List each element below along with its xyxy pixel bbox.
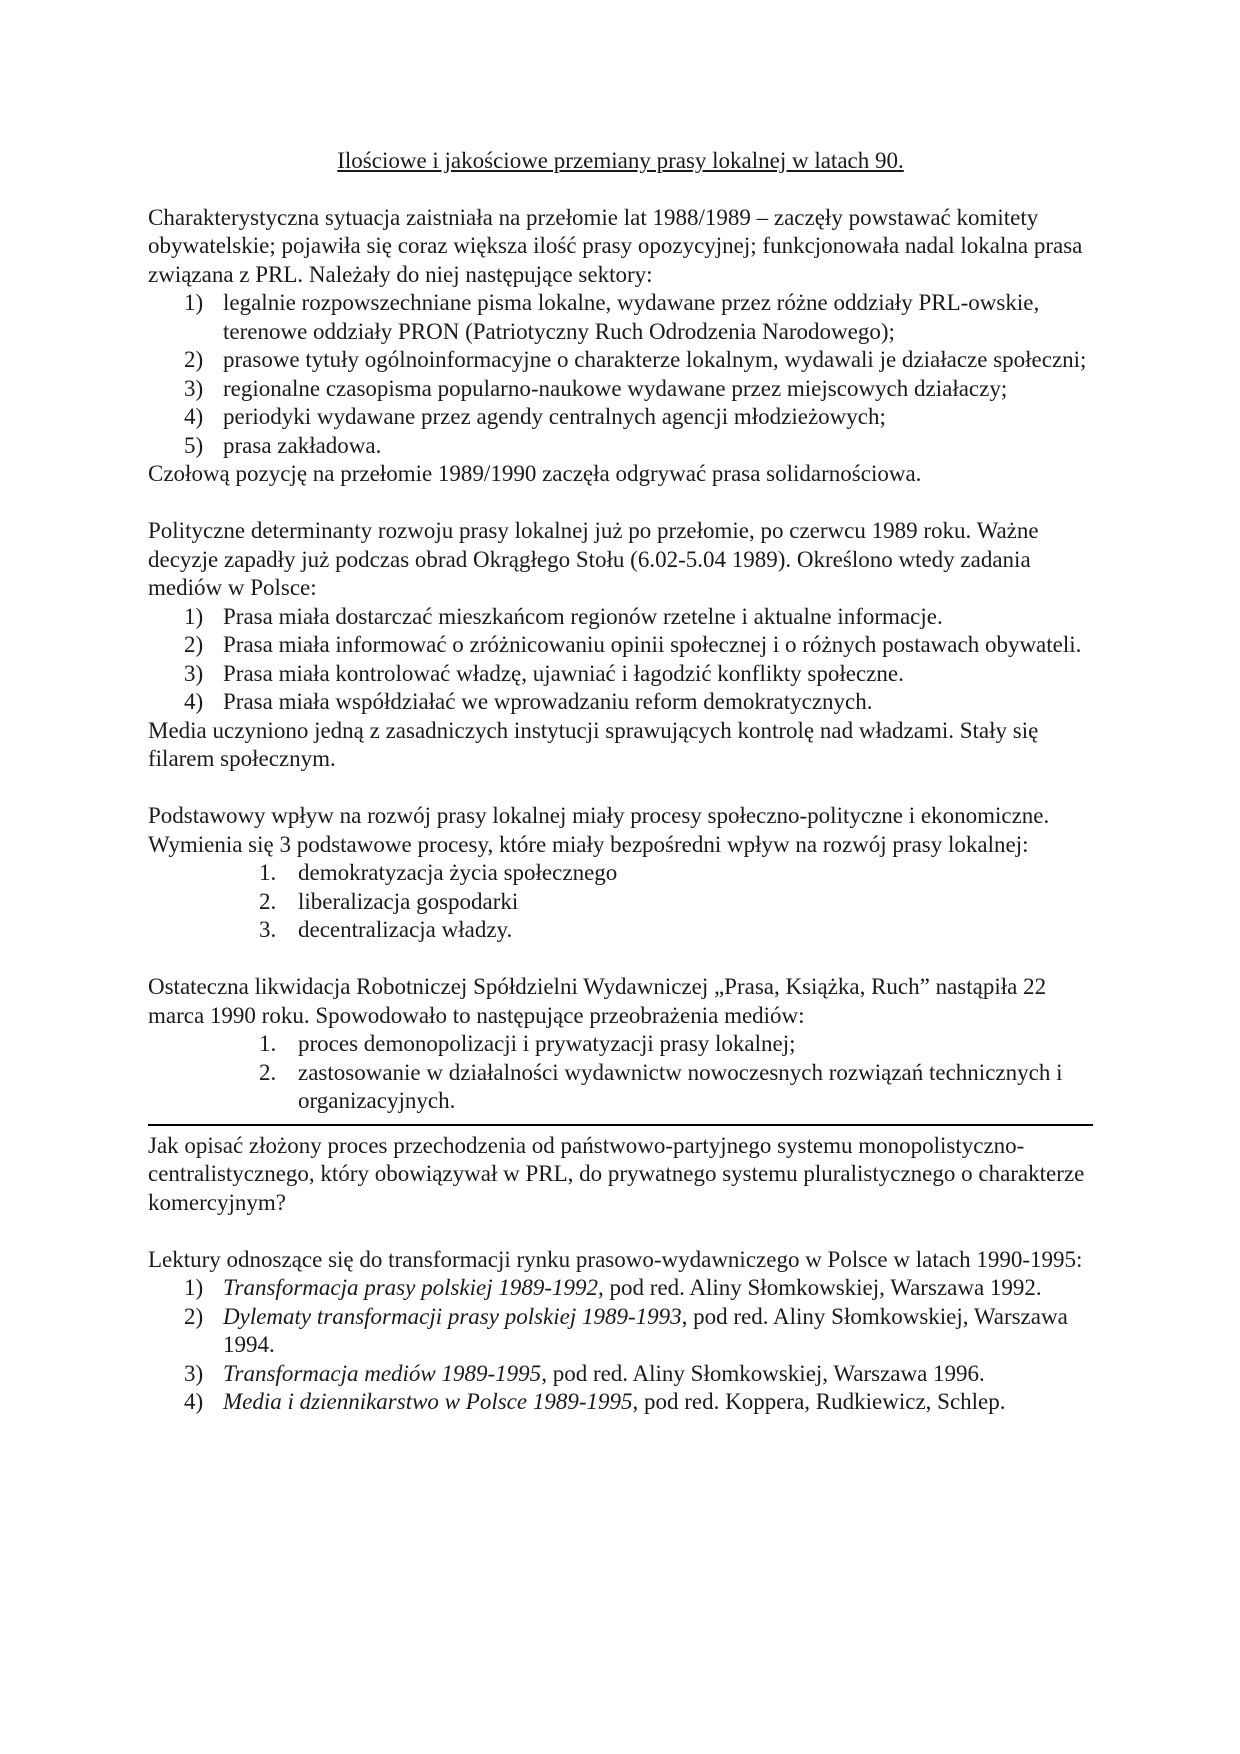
section4-intro: Ostateczna likwidacja Robotniczej Spółdzielni Wydawniczej „Prasa, Książka, Ruch” nastąpiła 22 marca 1990 roku. Spowodowało to następujące przeobrażenia mediów: — [148, 974, 1047, 1028]
section1-outro: Czołową pozycję na przełomie 1989/1990 zaczęła odgrywać prasa solidarnościowa. — [148, 461, 922, 486]
document-page — [148, 147, 1093, 1417]
list-item: 2) Dylematy transformacji prasy polskiej 1989-1993, pod red. Aliny Słomkowskiej, Warszawa 1994. — [184, 1303, 1068, 1357]
section5-question: Jak opisać złożony proces przechodzenia od państwowo-partyjnego systemu monopolistyczno-centralistycznego, który obowiązywał w PRL, do prywatnego systemu pluralistycznego o charakterze komercyjnym? — [148, 1132, 1085, 1215]
list-item: 2. liberalizacja gospodarki — [259, 888, 519, 914]
readings-list — [148, 1274, 1093, 1417]
list-item: 4) periodyki wydawane przez agendy centralnych agencji młodzieżowych; — [184, 404, 886, 429]
section2-intro: Polityczne determinanty rozwoju prasy lokalnej już po przełomie, po czerwcu 1989 roku. Ważne decyzje zapadły już podczas obrad Okrągłego Stołu (6.02-5.04 1989). Określono wtedy zadania mediów w Polsce: — [148, 518, 1039, 600]
page-title: Ilościowe i jakościowe przemiany prasy lokalnej w latach 90. — [337, 148, 904, 173]
divider — [148, 1124, 1093, 1126]
list-item: 4) Prasa miała współdziałać we wprowadzaniu reform demokratycznych. — [184, 689, 873, 714]
section4-list — [148, 1030, 1093, 1116]
book-title: Dylematy transformacji prasy polskiej 1989-1993 — [223, 1303, 682, 1329]
book-title: Transformacja mediów 1989-1995 — [223, 1360, 542, 1386]
list-item: 2. zastosowanie w działalności wydawnictw nowoczesnych rozwiązań technicznych i organizacyjnych. — [259, 1059, 1063, 1113]
section6-intro: Lektury odnoszące się do transformacji rynku prasowo-wydawniczego w Polsce w latach 1990-1995: — [148, 1246, 1083, 1272]
list-item: 1) legalnie rozpowszechniane pisma lokalne, wydawane przez różne oddziały PRL-owskie, terenowe oddziały PRON (Patriotyczny Ruch Odrodzenia Narodowego); — [184, 290, 1040, 344]
list-item: 3) Transformacja mediów 1989-1995, pod red. Aliny Słomkowskiej, Warszawa 1996. — [184, 1360, 985, 1386]
list-item: 3. decentralizacja władzy. — [259, 917, 513, 942]
section3-intro: Podstawowy wpływ na rozwój prasy lokalnej miały procesy społeczno-polityczne i ekonomiczne. Wymienia się 3 podstawowe procesy, które miały bezpośredni wpływ na rozwój prasy lokalnej: — [148, 803, 1050, 857]
list-item: 1. proces demonopolizacji i prywatyzacji prasy lokalnej; — [259, 1031, 796, 1056]
section2-outro: Media uczyniono jedną z zasadniczych instytucji sprawujących kontrolę nad władzami. Stały się filarem społecznym. — [148, 717, 1039, 771]
list-item: 1) Transformacja prasy polskiej 1989-1992, pod red. Aliny Słomkowskiej, Warszawa 1992. — [184, 1275, 1042, 1300]
section2-list — [148, 603, 1093, 717]
book-title: Transformacja prasy polskiej 1989-1992 — [223, 1275, 599, 1300]
list-item: 4) Media i dziennikarstwo w Polsce 1989-1995, pod red. Koppera, Rudkiewicz, Schlep. — [184, 1389, 1006, 1414]
list-item: 1) Prasa miała dostarczać mieszkańcom regionów rzetelne i aktualne informacje. — [184, 603, 943, 629]
list-item: 5) prasa zakładowa. — [184, 432, 382, 458]
list-item: 2) prasowe tytuły ogólnoinformacyjne o charakterze lokalnym, wydawali je działacze społeczni; — [184, 347, 1087, 372]
list-item: 1. demokratyzacja życia społecznego — [259, 860, 618, 885]
section3-list — [148, 859, 1093, 945]
list-item: 2) Prasa miała informować o zróżnicowaniu opinii społecznej i o różnych postawach obywateli. — [184, 632, 1082, 657]
list-item: 3) regionalne czasopisma popularno-naukowe wydawane przez miejscowych działaczy; — [184, 375, 1008, 401]
list-item: 3) Prasa miała kontrolować władzę, ujawniać i łagodzić konflikty społeczne. — [184, 660, 904, 686]
section1-list — [148, 289, 1093, 460]
section1-intro: Charakterystyczna sytuacja zaistniała na przełomie lat 1988/1989 – zaczęły powstawać komitety obywatelskie; pojawiła się coraz większa ilość prasy opozycyjnej; funkcjonowała nadal lokalna prasa związana z PRL. Należały do niej następujące sektory: — [148, 204, 1083, 287]
book-title: Media i dziennikarstwo w Polsce 1989-1995 — [223, 1389, 633, 1414]
